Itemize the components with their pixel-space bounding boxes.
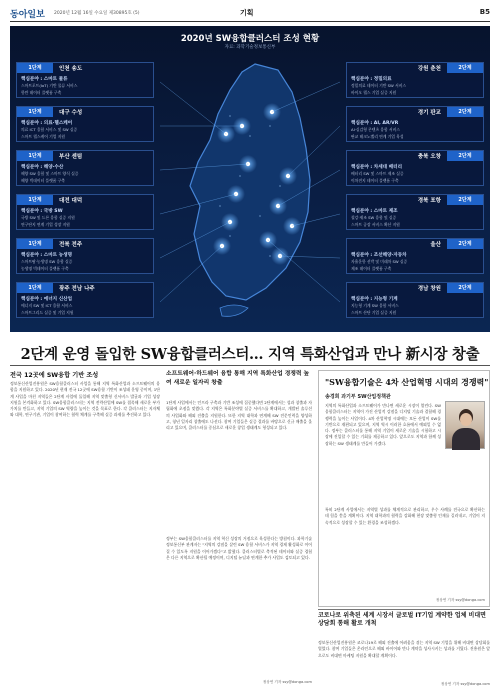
author-photo bbox=[445, 401, 485, 449]
detail-line: 제조 데이터 플랫폼 구축 bbox=[351, 266, 392, 271]
region-name: 강원 춘천 bbox=[417, 66, 441, 72]
focus-field: 핵심분야 : 스마트 제조 bbox=[351, 209, 398, 214]
detail-line: 스마트팜·농생명 SW 융합 실증 bbox=[21, 259, 73, 264]
stage-badge: 2단계 bbox=[447, 283, 483, 293]
detail-line: 철강·제조 SW 융합 및 실증 bbox=[351, 215, 397, 220]
stage-badge: 2단계 bbox=[447, 195, 483, 205]
cluster-card-jeonju bbox=[16, 238, 154, 274]
stage-badge: 1단계 bbox=[17, 239, 53, 249]
cluster-infographic bbox=[10, 26, 490, 332]
detail-line: AI·실감형 콘텐츠 융합 서비스 bbox=[351, 127, 400, 132]
stage-badge: 2단계 bbox=[447, 63, 483, 73]
detail-line: 항만 데이터 플랫폼 구축 bbox=[21, 90, 62, 95]
article-column-1: 정보통신산업진흥원은 SW융합클러스터 사업을 통해 지역 특화산업과 소프트웨어의 융합을 지원하고 있다. 2020년 현재 전국 12곳에 SW융합 기반이 조성돼 운영 중이며, 1단계 사업을 마친 지역들은 2단계 사업에 돌입해 지역 맞춤형 신서비스 발굴과 기업 성장 지원을 본격화하고 있다. SW융합클러스터는 지역 전략산업에 SW를 접목해 새로운 부가가치를 만들고, 지역 기업의 SW 역량을 높이는 것을 목표로 한다. 각 클러스터는 지자체와 대학, 연구기관, 기업이 참여하는 협력 체계를 구축해 실증 과제를 추진하고 있다. bbox=[10, 381, 160, 418]
stage-badge: 1단계 bbox=[17, 151, 53, 161]
focus-field: 핵심분야 : 의료·헬스케어 bbox=[21, 121, 73, 126]
detail-line: 농생명 빅데이터 플랫폼 구축 bbox=[21, 266, 69, 271]
region-name: 충북 오창 bbox=[417, 154, 441, 160]
detail-line: 스마트 산단 기업 실증 지원 bbox=[351, 310, 397, 315]
detail-line: 배터리 SW 및 스마트 제조 실증 bbox=[351, 171, 404, 176]
headline-divider bbox=[10, 365, 490, 366]
cluster-card-busan bbox=[16, 150, 154, 186]
article-lead: 전국 12곳에 SW융합 기반 조성 bbox=[10, 372, 99, 379]
stage-badge: 2단계 bbox=[447, 151, 483, 161]
cluster-card-changwon bbox=[346, 282, 484, 318]
detail-line: 스마트 공장 서비스 확산 지원 bbox=[351, 222, 400, 227]
focus-field: 핵심분야 : AI, AR/VR bbox=[351, 121, 399, 126]
detail-line: 이차전지 데이터 플랫폼 구축 bbox=[351, 178, 399, 183]
focus-field: 핵심분야 : 스마트 물류 bbox=[21, 77, 68, 82]
interview-body: 지역의 특화산업과 소프트웨어가 만나면 새로운 시장이 열린다. SW융합클러스터는 지역이 가진 산업적 강점을 디지털 기술과 결합해 경쟁력을 높이는 사업이다. 4차 산업혁명 시대에는 모든 산업이 SW를 기반으로 재편되고 있으며, 지역 역시 이러한 흐름에서 예외일 수 없다. 정부는 클러스터를 통해 지역 기업이 새로운 기술을 시험하고 시장에 진입할 수 있는 기회를 제공하고 있다. 앞으로도 지역과 함께 성장하는 SW 생태계를 만들어 가겠다. bbox=[325, 403, 441, 446]
focus-field: 핵심분야 : 에너지 신산업 bbox=[21, 297, 73, 302]
region-name: 전북 전주 bbox=[59, 242, 83, 248]
region-name: 경기 판교 bbox=[417, 110, 441, 116]
cluster-card-ulsan bbox=[346, 238, 484, 274]
detail-line: 스마트포트(IoT) 기반 물류 서비스 bbox=[21, 83, 78, 88]
news-headline: 코로나로 위축된 세계 시장서 글로벌 IT기업 계약한 업체 비대면 상담회 통해 활로 개척 bbox=[318, 612, 486, 628]
detail-line: 해양 SW 융합 및 스마트 양식 실증 bbox=[21, 171, 79, 176]
focus-field: 핵심분야 : 차세대 배터리 bbox=[351, 165, 403, 170]
focus-field: 핵심분야 : 정밀의료 bbox=[351, 77, 392, 82]
detail-line: 연구단지 연계 기업 성장 지원 bbox=[21, 222, 70, 227]
interview-body-2: 특히 2단계 사업에서는 지역별 성과를 체계적으로 관리하고, 우수 사례를 전국으로 확산하는 데 힘을 쏟을 계획이다. 지역 대학과의 협력을 강화해 현장 맞춤형 인재를 길러내고, 기업이 지속적으로 성장할 수 있는 환경을 조성하겠다. bbox=[325, 507, 485, 525]
region-name: 경남 창원 bbox=[417, 286, 441, 292]
article-byline: 정상연 기자 ssy@donga.com bbox=[262, 680, 312, 684]
region-name: 대전 대덕 bbox=[59, 198, 83, 204]
region-name: 인천 송도 bbox=[59, 66, 83, 72]
stage-badge: 1단계 bbox=[17, 195, 53, 205]
detail-line: 해양 빅데이터 플랫폼 구축 bbox=[21, 178, 65, 183]
interview-column-box bbox=[318, 370, 490, 607]
page-number: B5 bbox=[479, 8, 490, 16]
photo-face bbox=[460, 413, 472, 426]
detail-line: 국방 SW 및 드론 융합 실증 지원 bbox=[21, 215, 75, 220]
interview-title: "SW융합기술은 4차 산업혁명 시대의 경쟁력" bbox=[325, 377, 489, 387]
news-byline: 정상연 기자 ssy@donga.com bbox=[440, 682, 490, 686]
article-column-2: 1단계 사업에서는 인프라 구축과 기반 조성에 집중했다면 2단계에서는 성과 창출과 자립화에 초점을 맞췄다. 각 지역은 특화분야별 실증 서비스를 확대하고, 개발된 솔루션의 사업화와 해외 진출을 지원한다. 또한 지역 대학과 연계해 SW 전문인력을 양성하고, 청년 일자리 창출에도 나선다. 참여 기업들은 실증 결과를 바탕으로 신규 매출을 올리고 있으며, 클러스터를 중심으로 새로운 창업 생태계도 형성되고 있다. bbox=[166, 400, 312, 431]
interview-byline: 정상연 기자 ssy@donga.com bbox=[435, 598, 485, 602]
detail-line: 자율운항 선박 및 미래차 SW 실증 bbox=[351, 259, 408, 264]
stage-badge: 1단계 bbox=[17, 107, 53, 117]
detail-line: 스마트 헬스케어 기업 지원 bbox=[21, 134, 65, 139]
detail-line: 정밀의료 데이터 기반 SW 서비스 bbox=[351, 83, 407, 88]
cluster-card-daejeon bbox=[16, 194, 154, 230]
region-name: 경북 포항 bbox=[417, 198, 441, 204]
stage-badge: 2단계 bbox=[447, 107, 483, 117]
korea-map-icon bbox=[160, 56, 340, 328]
article-column-3: 정부는 SW융합클러스터를 지역 혁신 성장의 거점으로 육성한다는 방침이다. 과학기술정보통신부 관계자는 "지역의 강점을 살린 SW 융합 서비스가 지역 경제 활성화로 이어질 수 있도록 지원을 이어가겠다"고 밝혔다. 클러스터별로 축적된 데이터와 실증 경험은 다른 지역으로 확산될 예정이며, 디지털 뉴딜과 연계한 추가 사업도 검토되고 있다. bbox=[166, 536, 312, 560]
interview-author: 송경희 과기부 SW산업정책관 bbox=[325, 394, 391, 400]
article-headline: 2단계 운영 돌입한 SW융합클러스터… 지역 특화산업과 만나 新시장 창출 bbox=[20, 346, 480, 363]
focus-field: 핵심분야 : 해양·수산 bbox=[21, 165, 64, 170]
article-subhead: 소프트웨어·하드웨어 융합 통해 지역 특화산업 경쟁력 높여 새로운 일자리 창출 bbox=[166, 371, 310, 386]
news-body: 정보통신산업진흥원은 코로나19로 해외 진출에 어려움을 겪는 지역 SW 기업을 위해 비대면 상담회를 열었다. 참여 기업들은 온라인으로 해외 바이어와 만나 계약을 성사시키는 성과를 거뒀다. 진흥원은 앞으로도 비대면 마케팅 지원을 확대할 계획이다. bbox=[318, 640, 490, 658]
cluster-card-ochang bbox=[346, 150, 484, 186]
region-name: 광주 전남 나주 bbox=[59, 286, 95, 292]
section-label: 기획 bbox=[240, 9, 254, 17]
photo-figure bbox=[452, 428, 480, 450]
region-name: 부산 센텀 bbox=[59, 154, 83, 160]
focus-field: 핵심분야 : 스마트 농생명 bbox=[21, 253, 73, 258]
stage-badge: 1단계 bbox=[17, 63, 53, 73]
stage-badge: 2단계 bbox=[447, 239, 483, 249]
detail-line: 판교 테크노밸리 연계 기업 육성 bbox=[351, 134, 404, 139]
cluster-card-chuncheon bbox=[346, 62, 484, 98]
detail-line: 바이오 헬스 기업 실증 지원 bbox=[351, 90, 397, 95]
detail-line: 에너지 SW 및 ICT 융합 서비스 bbox=[21, 303, 73, 308]
focus-field: 핵심분야 : 국방 SW bbox=[21, 209, 63, 214]
news-divider bbox=[318, 609, 490, 610]
infographic-source: 자료: 과학기술정보통신부 bbox=[224, 45, 276, 50]
infographic-title: 2020년 SW융합클러스터 조성 현황 bbox=[180, 34, 320, 44]
detail-line: 스마트그리드 실증 및 기업 지원 bbox=[21, 310, 74, 315]
region-name: 울산 bbox=[430, 242, 441, 248]
issue-date: 2020년 12월 16일 수요일 제30895호 (5) bbox=[54, 11, 140, 16]
cluster-card-pangyo bbox=[346, 106, 484, 142]
cluster-card-daegu bbox=[16, 106, 154, 142]
focus-field: 핵심분야 : 지능형 기계 bbox=[351, 297, 398, 302]
detail-line: 의료 ICT 융합 서비스 및 SW 실증 bbox=[21, 127, 78, 132]
newspaper-logo: 동아일보 bbox=[10, 10, 45, 20]
cluster-card-naju bbox=[16, 282, 154, 318]
cluster-card-pohang bbox=[346, 194, 484, 230]
region-name: 대구 수성 bbox=[59, 110, 83, 116]
detail-line: 지능형 기계 SW 융합 서비스 bbox=[351, 303, 399, 308]
masthead bbox=[10, 6, 490, 22]
focus-field: 핵심분야 : 조선해양·자동차 bbox=[351, 253, 407, 258]
cluster-card-incheon bbox=[16, 62, 154, 98]
stage-badge: 1단계 bbox=[17, 283, 53, 293]
